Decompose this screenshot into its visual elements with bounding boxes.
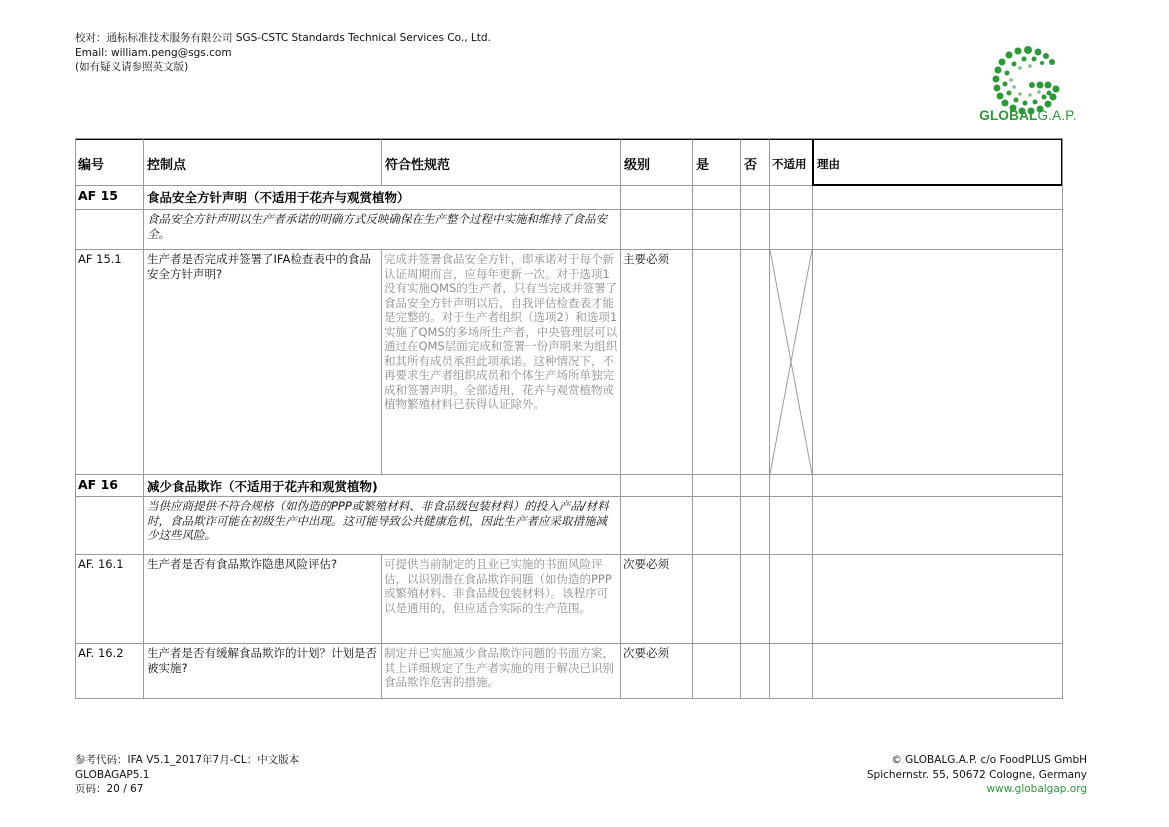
page-number-line: [75, 782, 299, 797]
cell-empty: [770, 210, 813, 250]
cell-empty: [813, 475, 1063, 497]
cell-empty: [741, 210, 770, 250]
yes-checkbox-af16-2[interactable]: [693, 644, 741, 699]
na-checkbox-af16-1[interactable]: [770, 555, 813, 644]
translator-credit: 校对：通标标准技术服务有限公司 SGS-CSTC Standards Technical Services Co., Ltd.: [75, 32, 491, 44]
cell-empty: [75, 210, 144, 250]
copyright-text: © GLOBALG.A.P. c/o FoodPLUS GmbH: [891, 754, 1087, 766]
item-id-af16-1: AF. 16.1: [75, 555, 144, 644]
cross-out-icon: [770, 250, 812, 474]
cell-empty: [770, 497, 813, 555]
cell-empty: [741, 475, 770, 497]
section-title-af16: 减少食品欺诈（不适用于花卉和观赏植物): [144, 475, 621, 497]
cell-empty: [693, 475, 741, 497]
document-header: [75, 31, 491, 75]
globalgap-brand-text: [978, 108, 1078, 123]
compliance-af15-1: 完成并签署食品安全方针，即承诺对于每个新认证周期而言，应每年更新一次。对于选项1没有实施QMS的生产者，只有当完成并签署了食品安全方针声明以后，自我评估检查表才能是完整的。对于生产者组织（选项2）和选项1实施了QMS的多场所生产者，中央管理层可以通过在QMS层面完成和签署一份声明来为组织和其所有成员承担此项承诺。这种情况下，不再要求生产者组织成员和个体生产场所单独完成和签署声明。全部适用，花卉与观赏植物或植物繁殖材料已获得认证除外。: [382, 250, 621, 475]
control-point-af16-1: 生产者是否有食品欺诈隐患风险评估?: [144, 555, 382, 644]
level-af16-2: 次要必须: [621, 644, 693, 699]
cell-empty: [621, 210, 693, 250]
col-header-level: 级别: [621, 138, 693, 186]
cell-empty: [813, 210, 1063, 250]
level-af15-1: 主要必须: [621, 250, 693, 475]
na-crossed-out-af15-1: [770, 250, 813, 475]
compliance-af16-1: 可提供当前制定的且业已实施的书面风险评估，以识别潜在食品欺诈问题（如伪造的PPP或繁殖材料、非食品级包装材料）。该程序可以是通用的，但应适合实际的生产范围。: [382, 555, 621, 644]
cell-empty: [770, 475, 813, 497]
level-af16-1: 次要必须: [621, 555, 693, 644]
section-intro-af15: 食品安全方针声明以生产者承诺的明确方式反映确保在生产整个过程中实施和维持了食品安全。: [144, 210, 621, 250]
cell-empty: [693, 186, 741, 210]
section-id-af16: AF 16: [75, 475, 144, 497]
page-number: 20 / 67: [106, 783, 144, 795]
reference-code: 参考代码：IFA V5.1_2017年7月-CL：中文版本: [75, 754, 300, 766]
cell-empty: [75, 497, 144, 555]
page-label: 页码：: [75, 783, 107, 795]
cell-empty: [621, 186, 693, 210]
footer-reference: [75, 753, 299, 797]
cell-empty: [741, 186, 770, 210]
control-point-af15-1: 生产者是否完成并签署了IFA检查表中的食品安全方针声明?: [144, 250, 382, 475]
cell-empty: [813, 497, 1063, 555]
no-checkbox-af16-1[interactable]: [741, 555, 770, 644]
brand-thin: G.A.P.: [1037, 108, 1077, 123]
brand-bold: GLOBAL: [979, 108, 1038, 123]
section-intro-af16: 当供应商提供不符合规格（如伪造的PPP或繁殖材料、非食品级包装材料）的投入产品/材料时，食品欺诈可能在初级生产中出现。这可能导致公共健康危机，因此生产者应采取措施减少这些风险。: [144, 497, 621, 555]
cell-empty: [813, 186, 1063, 210]
cell-empty: [770, 186, 813, 210]
no-checkbox-af16-2[interactable]: [741, 644, 770, 699]
na-checkbox-af16-2[interactable]: [770, 644, 813, 699]
cell-empty: [693, 210, 741, 250]
control-point-af16-2: 生产者是否有缓解食品欺诈的计划？计划是否被实施?: [144, 644, 382, 699]
address-text: Spichernstr. 55, 50672 Cologne, Germany: [866, 768, 1087, 781]
section-id-af15: AF 15: [75, 186, 144, 210]
item-id-af15-1: AF 15.1: [75, 250, 144, 475]
footer-copyright: [867, 753, 1087, 797]
col-header-yes: 是: [693, 138, 741, 186]
cell-empty: [741, 497, 770, 555]
col-header-id: 编号: [75, 138, 144, 186]
checklist-table: [75, 138, 1063, 699]
cell-empty: [621, 497, 693, 555]
reason-field-af15-1[interactable]: [813, 250, 1063, 475]
col-header-control-point: 控制点: [144, 138, 382, 186]
reason-field-af16-1[interactable]: [813, 555, 1063, 644]
cell-empty: [621, 475, 693, 497]
compliance-af16-2: 制定并已实施减少食品欺诈问题的书面方案，其上详细规定了生产者实施的用于解决已识别食品欺诈危害的措施。: [382, 644, 621, 699]
section-title-af15: 食品安全方针声明（不适用于花卉与观赏植物）: [144, 186, 621, 210]
yes-checkbox-af15-1[interactable]: [693, 250, 741, 475]
col-header-no: 否: [741, 138, 770, 186]
reason-field-af16-2[interactable]: [813, 644, 1063, 699]
website-link[interactable]: www.globalgap.org: [986, 783, 1087, 795]
yes-checkbox-af16-1[interactable]: [693, 555, 741, 644]
contact-email: Email: william.peng@sgs.com: [75, 46, 232, 59]
col-header-reason: 理由: [812, 138, 1063, 186]
no-checkbox-af15-1[interactable]: [741, 250, 770, 475]
cell-empty: [693, 497, 741, 555]
language-note: (如有疑义请参照英文版): [75, 61, 189, 73]
item-id-af16-2: AF. 16.2: [75, 644, 144, 699]
col-header-compliance: 符合性规范: [382, 138, 621, 186]
col-header-na: 不适用: [770, 138, 813, 186]
document-code: GLOBAGAP5.1: [75, 768, 150, 781]
